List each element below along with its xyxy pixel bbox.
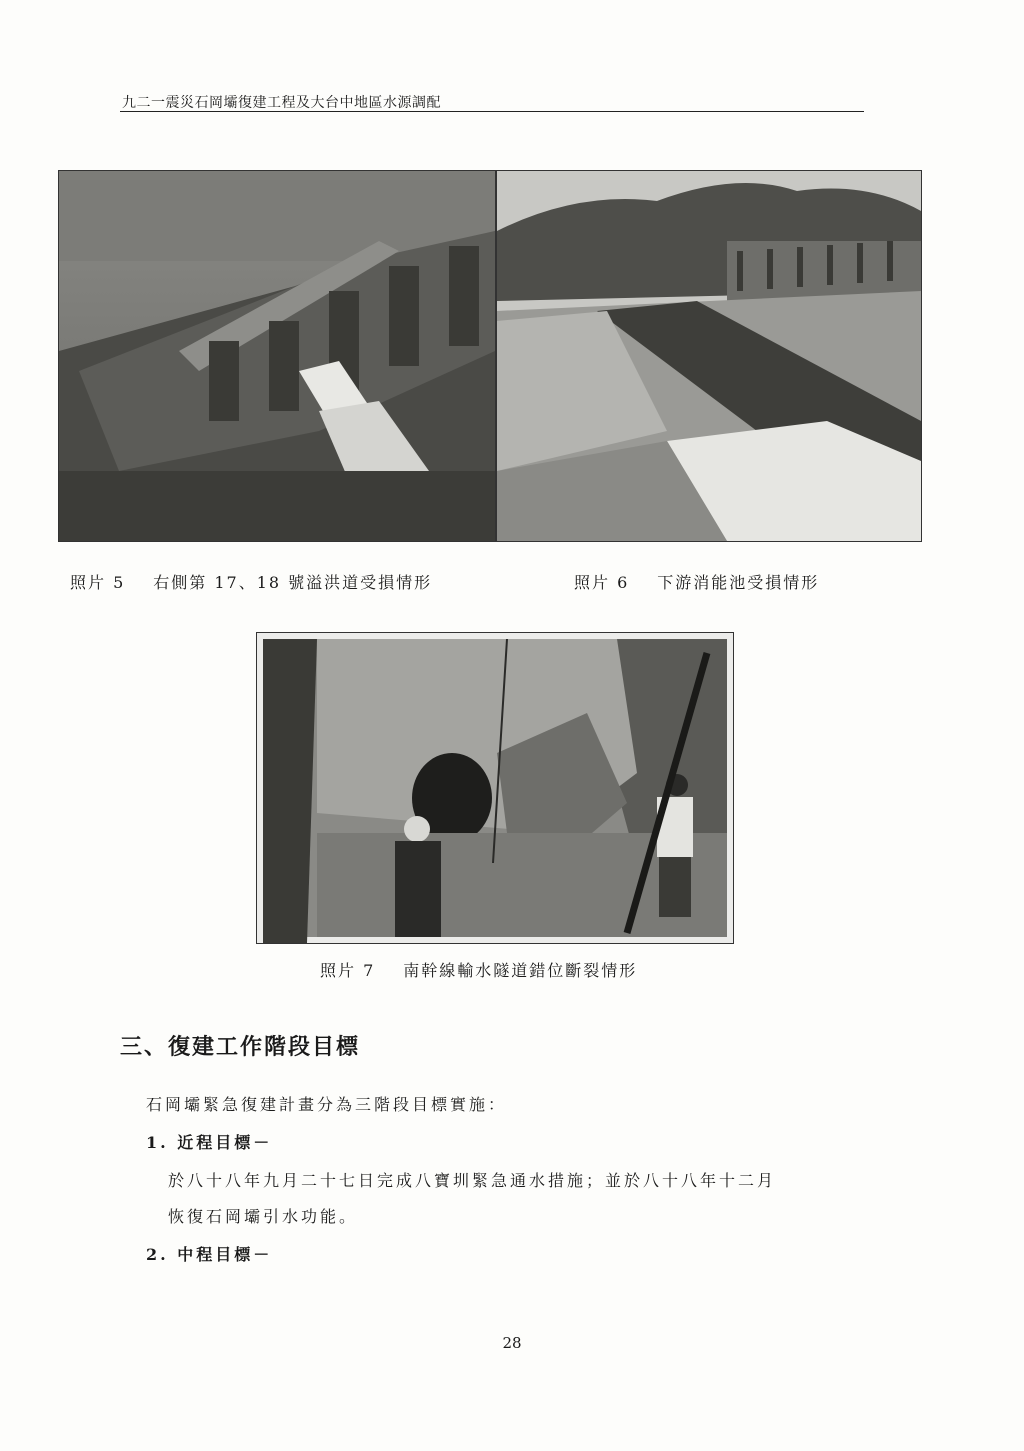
caption-text: 下游消能池受損情形 — [657, 573, 820, 592]
caption-photo-5 — [70, 570, 432, 593]
section-heading: 三、復建工作階段目標 — [120, 1035, 361, 1060]
photo-6-stilling-basin — [496, 170, 922, 542]
item-1-line-2: 恢復石岡壩引水功能。 — [168, 1207, 359, 1226]
caption-photo-6 — [574, 570, 819, 593]
item-1-line-1: 於八十八年九月二十七日完成八寶圳緊急通水措施；並於八十八年十二月 — [168, 1171, 777, 1190]
caption-photo-7 — [320, 958, 637, 981]
caption-label: 照片 6 — [574, 573, 630, 592]
page-number: 28 — [502, 1334, 522, 1352]
caption-label: 照片 5 — [70, 573, 126, 592]
photo-7-tunnel-fracture — [256, 632, 734, 944]
caption-text: 南幹線輸水隧道錯位斷裂情形 — [403, 961, 638, 980]
running-header: 九二一震災石岡壩復建工程及大台中地區水源調配 — [122, 95, 441, 111]
item-1-title: 1. 近程目標－ — [146, 1133, 273, 1152]
caption-label: 照片 7 — [320, 961, 376, 980]
photo-5-spillway-damage — [58, 170, 496, 542]
item-2-title: 2. 中程目標－ — [146, 1245, 273, 1264]
caption-text: 右側第 17、18 號溢洪道受損情形 — [153, 573, 433, 592]
section-intro: 石岡壩緊急復建計畫分為三階段目標實施： — [146, 1095, 508, 1114]
header-rule — [120, 111, 864, 112]
